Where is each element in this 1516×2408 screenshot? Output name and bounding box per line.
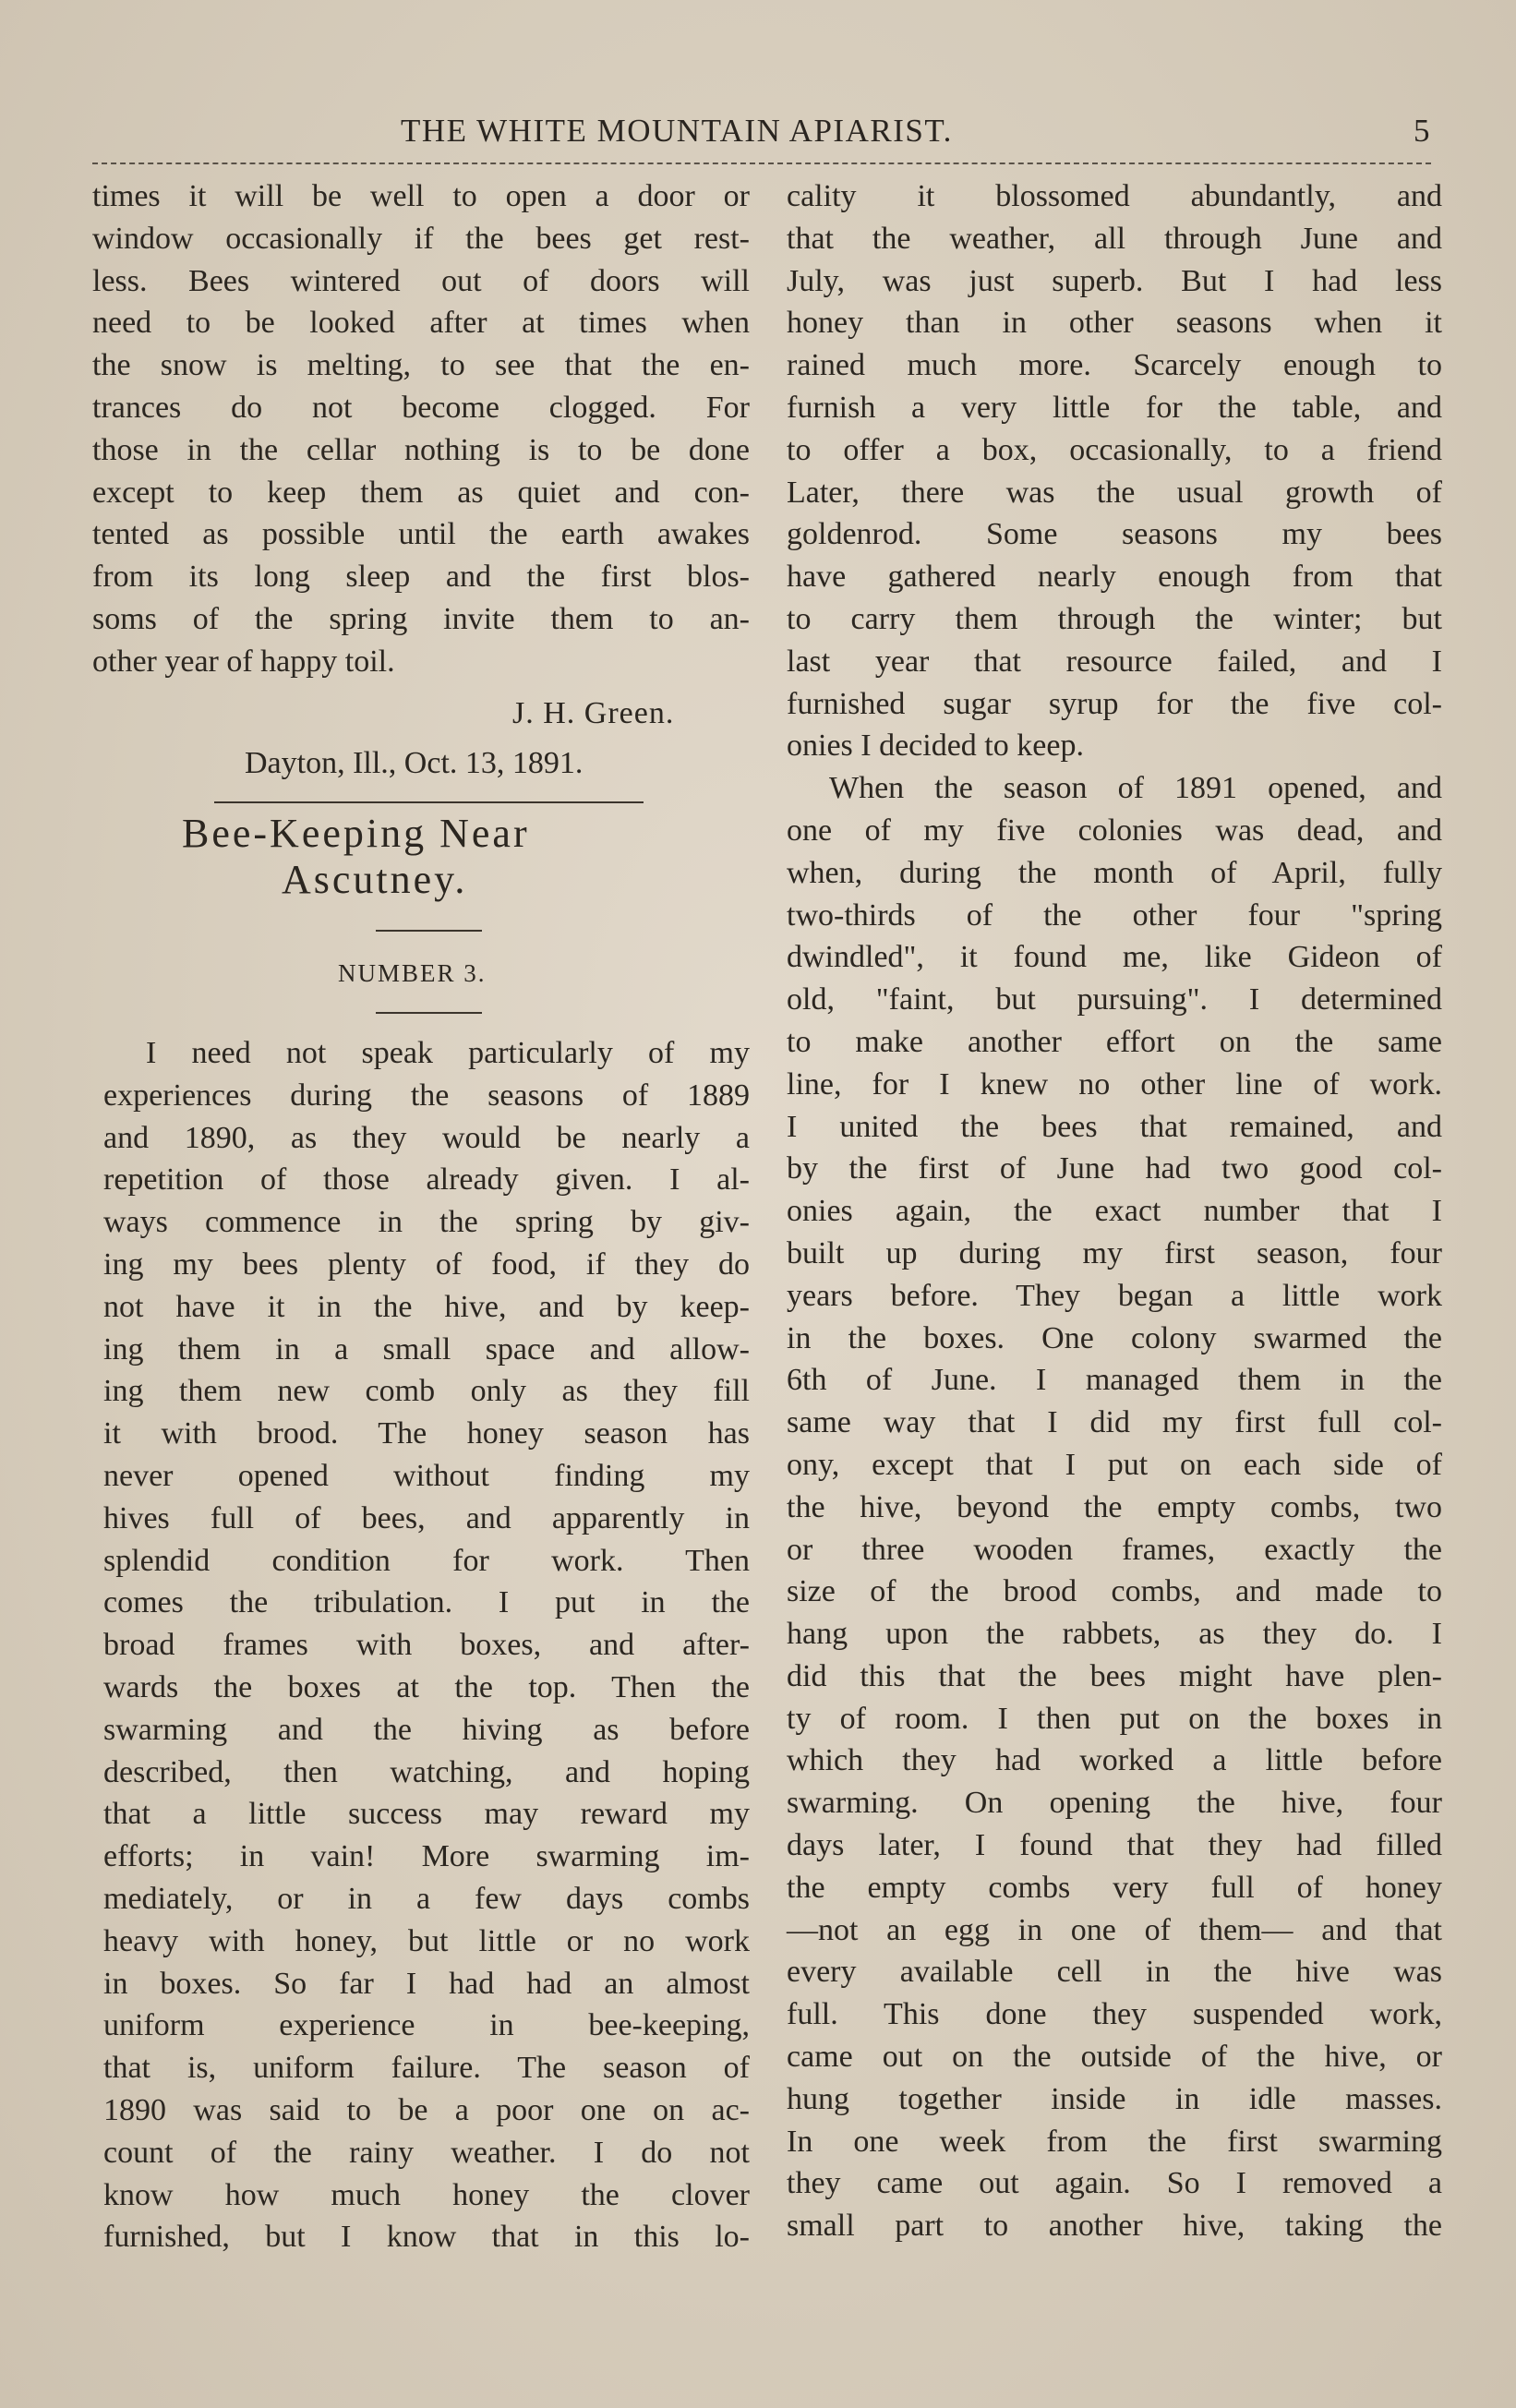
text-line: the empty combs very full of honey	[787, 1870, 1442, 1905]
text-line: heavy with honey, but little or no work	[103, 1923, 750, 1958]
text-line: to carry them through the winter; but	[787, 601, 1442, 636]
text-line: window occasionally if the bees get rest-	[92, 221, 750, 256]
text-line: years before. They began a little work	[787, 1278, 1442, 1313]
text-line: Later, there was the usual growth of	[787, 475, 1442, 510]
text-line: last year that resource failed, and I	[787, 644, 1442, 679]
text-line: or three wooden frames, exactly the	[787, 1532, 1442, 1567]
text-line: count of the rainy weather. I do not	[103, 2135, 750, 2170]
text-line: in the boxes. One colony swarmed the	[787, 1320, 1442, 1355]
text-line: those in the cellar nothing is to be done	[92, 432, 750, 467]
text-line: comes the tribulation. I put in the	[103, 1585, 750, 1620]
text-line: know how much honey the clover	[103, 2177, 750, 2212]
text-line: hang upon the rabbets, as they do. I	[787, 1617, 1442, 1652]
text-line: line, for I knew no other line of work.	[787, 1066, 1442, 1102]
text-line: broad frames with boxes, and after-	[103, 1628, 750, 1663]
text-line: not have it in the hive, and by keep-	[103, 1289, 750, 1324]
text-line: rained much more. Scarcely enough to	[787, 348, 1442, 383]
text-line: two-thirds of the other four "spring	[787, 897, 1442, 933]
text-line: and 1890, as they would be nearly a	[103, 1120, 750, 1155]
title-rule	[376, 930, 482, 932]
article-title-line-2: Ascutney.	[282, 857, 468, 902]
right-column	[787, 175, 1442, 2247]
header-rule	[92, 163, 1431, 168]
text-line: other year of happy toil.	[92, 644, 395, 679]
text-line: to make another effort on the same	[787, 1024, 1442, 1059]
text-line: less. Bees wintered out of doors will	[92, 263, 750, 298]
text-line: ways commence in the spring by giv-	[103, 1205, 750, 1240]
text-line: 1890 was said to be a poor one on ac-	[103, 2092, 750, 2127]
text-line: furnish a very little for the table, and	[787, 390, 1442, 425]
text-line: that a little success may reward my	[103, 1797, 750, 1832]
text-line: they came out again. So I removed a	[787, 2166, 1442, 2201]
text-line: onies again, the exact number that I	[787, 1194, 1442, 1229]
text-line: ty of room. I then put on the boxes in	[787, 1701, 1442, 1736]
text-line: cality it blossomed abundantly, and	[787, 179, 1442, 213]
text-line: it with brood. The honey season has	[103, 1416, 750, 1451]
text-line: described, then watching, and hoping	[103, 1754, 750, 1789]
text-line: July, was just superb. But I had less	[787, 263, 1442, 298]
text-line: have gathered nearly enough from that	[787, 560, 1442, 595]
text-line: furnished sugar syrup for the five col-	[787, 686, 1442, 721]
text-line: in boxes. So far I had had an almost	[103, 1966, 750, 2001]
text-line: from its long sleep and the first blos-	[92, 560, 750, 595]
article-number: NUMBER 3.	[338, 959, 487, 987]
text-line: ing them in a small space and allow-	[103, 1331, 750, 1367]
text-line: never opened without finding my	[103, 1458, 750, 1493]
text-line: times it will be well to open a door or	[92, 179, 750, 213]
running-title: THE WHITE MOUNTAIN APIARIST.	[401, 113, 953, 149]
text-line: every available cell in the hive was	[787, 1955, 1442, 1990]
text-line: except to keep them as quiet and con-	[92, 475, 750, 510]
text-line: hives full of bees, and apparently in	[103, 1500, 750, 1535]
left-column	[92, 175, 750, 2255]
text-line: did this that the bees might have plen-	[787, 1658, 1442, 1693]
text-line: honey than in other seasons when it	[787, 306, 1442, 341]
text-line: furnished, but I know that in this lo-	[103, 2220, 750, 2255]
text-line: to offer a box, occasionally, to a friend	[787, 432, 1442, 467]
text-line: tented as possible until the earth awakes	[92, 517, 750, 552]
text-line: ony, except that I put on each side of	[787, 1447, 1442, 1482]
text-line: full. This done they suspended work,	[787, 1997, 1442, 2032]
number-rule	[376, 1012, 482, 1014]
text-line: same way that I did my first full col-	[787, 1405, 1442, 1440]
text-line: soms of the spring invite them to an-	[92, 601, 750, 636]
text-line: —not an egg in one of them— and that	[787, 1912, 1442, 1947]
text-line: wards the boxes at the top. Then the	[103, 1669, 750, 1704]
text-line: by the first of June had two good col-	[787, 1151, 1442, 1186]
text-line: hung together inside in idle masses.	[787, 2081, 1442, 2116]
text-line: onies I decided to keep.	[787, 728, 1084, 764]
section-divider	[214, 801, 644, 803]
text-line: swarming and the hiving as before	[103, 1712, 750, 1747]
text-line: built up during my first season, four	[787, 1235, 1442, 1270]
text-line: which they had worked a little before	[787, 1743, 1442, 1778]
article-body-left	[103, 1032, 750, 2258]
text-line: In one week from the first swarming	[787, 2124, 1442, 2159]
text-line: the snow is melting, to see that the en-	[92, 348, 750, 383]
article-title-line-1: Bee-Keeping Near	[182, 811, 530, 856]
text-line: trances do not become clogged. For	[92, 390, 750, 425]
text-line: splendid condition for work. Then	[103, 1543, 750, 1578]
text-line: that the weather, all through June and	[787, 221, 1442, 256]
text-line: when, during the month of April, fully	[787, 855, 1442, 890]
text-line: need to be looked after at times when	[92, 306, 750, 341]
text-line: the hive, beyond the empty combs, two	[787, 1489, 1442, 1524]
text-line: size of the brood combs, and made to	[787, 1574, 1442, 1609]
author-signature: J. H. Green.	[512, 696, 675, 730]
text-line: experiences during the seasons of 1889	[103, 1078, 750, 1113]
text-line: mediately, or in a few days combs	[103, 1881, 750, 1916]
text-line: When the season of 1891 opened, and	[829, 771, 1442, 806]
text-line: ing them new comb only as they fill	[103, 1374, 750, 1409]
text-line: I united the bees that remained, and	[787, 1109, 1442, 1144]
text-line: dwindled", it found me, like Gideon of	[787, 940, 1442, 975]
text-line: small part to another hive, taking the	[787, 2209, 1442, 2244]
text-line: came out on the outside of the hive, or	[787, 2040, 1442, 2075]
dateline: Dayton, Ill., Oct. 13, 1891.	[245, 746, 584, 780]
text-line: repetition of those already given. I al-	[103, 1162, 750, 1198]
text-line: swarming. On opening the hive, four	[787, 1786, 1442, 1821]
text-line: uniform experience in bee-keeping,	[103, 2008, 750, 2043]
text-line: one of my five colonies was dead, and	[787, 813, 1442, 848]
text-line: ing my bees plenty of food, if they do	[103, 1246, 750, 1282]
text-line: old, "faint, but pursuing". I determined	[787, 982, 1442, 1017]
text-line: I need not speak particularly of my	[146, 1036, 750, 1070]
text-line: that is, uniform failure. The season of	[103, 2051, 750, 2086]
page-number: 5	[1414, 113, 1431, 149]
text-line: goldenrod. Some seasons my bees	[787, 517, 1442, 552]
text-line: days later, I found that they had filled	[787, 1828, 1442, 1863]
text-line: efforts; in vain! More swarming im-	[103, 1839, 750, 1874]
intro-paragraph	[92, 175, 750, 683]
text-line: 6th of June. I managed them in the	[787, 1363, 1442, 1398]
